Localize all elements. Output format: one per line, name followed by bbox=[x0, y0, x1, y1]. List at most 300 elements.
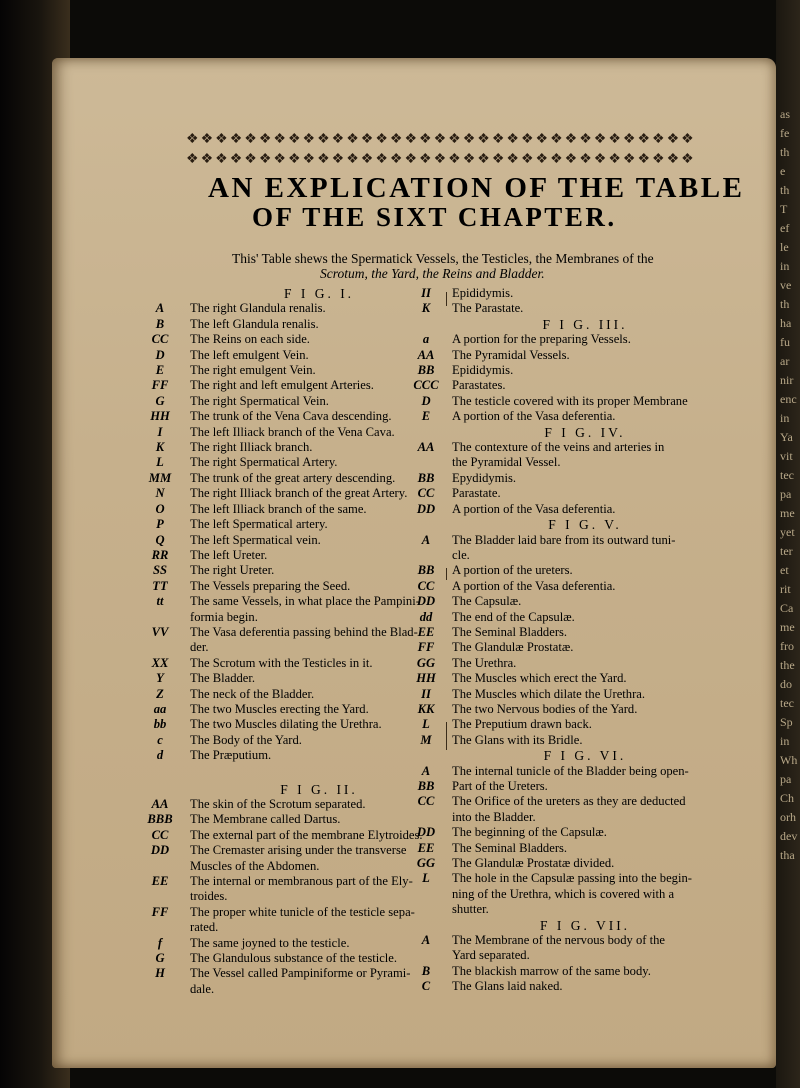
legend-entry bbox=[452, 887, 718, 902]
facing-page-fragment: in bbox=[780, 734, 790, 748]
legend-description: The Urethra. bbox=[452, 655, 517, 670]
fleuron-icon: ❖ bbox=[215, 132, 228, 147]
legend-entry bbox=[452, 548, 718, 563]
legend-letter-label: B bbox=[421, 963, 431, 978]
decorative-fleuron-band bbox=[186, 132, 696, 168]
fleuron-icon: ❖ bbox=[331, 132, 345, 147]
legend-letter-label: FF bbox=[151, 378, 169, 393]
legend-letter-label: HH bbox=[150, 409, 170, 424]
facing-page-fragment: me bbox=[780, 620, 795, 634]
facing-page-fragment: yet bbox=[780, 525, 795, 539]
fleuron-icon bbox=[681, 152, 694, 168]
legend-entry bbox=[452, 810, 718, 825]
fleuron-icon: ❖ bbox=[550, 152, 563, 167]
fleuron-icon: ❖ bbox=[681, 132, 694, 147]
legend-letter-label: tt bbox=[156, 594, 164, 609]
legend-description: The testicle covered with its proper Membrane bbox=[452, 393, 688, 408]
legend-letter-label: C bbox=[421, 979, 431, 994]
legend-description: rated. bbox=[190, 920, 219, 935]
legend-letter-label: Z bbox=[156, 686, 164, 701]
legend-letter-label: G bbox=[155, 393, 165, 408]
legend-description: der. bbox=[190, 640, 209, 655]
legend-description: The Muscles which erect the Yard. bbox=[452, 671, 627, 686]
facing-page-fragment: Ya bbox=[780, 430, 793, 444]
legend-letter-label: BB bbox=[417, 363, 435, 378]
figure-heading: F I G. I. bbox=[283, 286, 355, 301]
legend-letter-label: EE bbox=[151, 874, 169, 889]
legend-entry bbox=[151, 904, 448, 920]
legend-entry bbox=[417, 440, 718, 455]
legend-entry bbox=[417, 624, 718, 640]
fleuron-icon: ❖ bbox=[666, 132, 680, 147]
fleuron-icon: ❖ bbox=[200, 152, 214, 167]
facing-page-fragment: nir bbox=[780, 373, 794, 387]
legend-entry bbox=[421, 686, 718, 702]
legend-letter-label: DD bbox=[416, 594, 436, 609]
legend-description: into the Bladder. bbox=[452, 809, 536, 824]
legend-description: formia begin. bbox=[190, 609, 258, 624]
fleuron-icon: ❖ bbox=[637, 132, 650, 147]
fleuron-icon: ❖ bbox=[287, 132, 301, 147]
legend-entry bbox=[421, 763, 718, 779]
legend-letter-label: DD bbox=[416, 501, 436, 516]
legend-description: The Membrane called Dartus. bbox=[190, 812, 341, 827]
legend-letter-label: M bbox=[420, 732, 432, 747]
legend-description: The Bladder laid bare from its outward tuni- bbox=[452, 532, 676, 547]
legend-letter-label: BB bbox=[417, 779, 435, 793]
legend-description: The right Glandula renalis. bbox=[190, 301, 326, 316]
legend-letter-label: bb bbox=[153, 717, 167, 732]
legend-letter-label: FF bbox=[151, 904, 169, 919]
legend-entry bbox=[421, 933, 718, 948]
legend-description: The Membrane of the nervous body of the bbox=[452, 933, 665, 948]
fleuron-icon: ❖ bbox=[186, 152, 199, 167]
legend-letter-label: I bbox=[157, 424, 163, 439]
fleuron-icon: ❖ bbox=[462, 152, 476, 167]
fleuron-icon: ❖ bbox=[520, 132, 534, 147]
figure-heading: F I G. III. bbox=[542, 316, 628, 332]
fleuron-icon: ❖ bbox=[622, 152, 636, 167]
legend-description: troides. bbox=[190, 889, 228, 904]
right-column bbox=[413, 286, 718, 995]
fleuron-icon: ❖ bbox=[637, 152, 650, 167]
fleuron-icon: ❖ bbox=[360, 152, 374, 167]
legend-description: The trunk of the great artery descending. bbox=[190, 470, 396, 485]
legend-description: The end of the Capsulæ. bbox=[452, 609, 575, 624]
legend-entry bbox=[156, 748, 448, 763]
legend-entry bbox=[420, 732, 718, 748]
legend-description: The left Spermatical artery. bbox=[190, 517, 328, 532]
legend-description: The Glans laid naked. bbox=[452, 979, 563, 994]
legend-entry bbox=[417, 363, 718, 378]
legend-entry bbox=[417, 486, 718, 501]
legend-description: The Preputium drawn back. bbox=[452, 717, 592, 732]
figure-heading: F I G. VII. bbox=[539, 917, 631, 933]
facing-page-fragment: rit bbox=[780, 582, 791, 596]
fleuron-icon bbox=[667, 132, 680, 148]
legend-letter-label: B bbox=[155, 316, 165, 331]
fleuron-icon: ❖ bbox=[579, 152, 592, 167]
legend-entry bbox=[421, 979, 718, 994]
legend-description: The internal or membranous part of the Ely- bbox=[190, 874, 413, 889]
fleuron-icon: ❖ bbox=[317, 132, 330, 147]
fleuron-icon: ❖ bbox=[331, 152, 345, 167]
figure-heading: F I G. VI. bbox=[543, 748, 627, 764]
legend-description: The Glandulous substance of the testicle. bbox=[190, 951, 398, 966]
facing-page-fragment: the bbox=[780, 658, 795, 672]
legend-letter-label: aa bbox=[153, 701, 167, 716]
fleuron-icon: ❖ bbox=[535, 152, 549, 167]
legend-letter-label: c bbox=[157, 732, 163, 747]
fleuron-icon: ❖ bbox=[433, 152, 447, 167]
fleuron-icon: ❖ bbox=[491, 132, 505, 147]
legend-description: The Glandulæ Prostatæ. bbox=[452, 640, 574, 655]
legend-description: The Glandulæ Prostatæ divided. bbox=[452, 856, 615, 871]
legend-description: Epydidymis. bbox=[452, 470, 517, 485]
legend-letter-label: CC bbox=[417, 578, 435, 593]
legend-entry bbox=[417, 840, 718, 856]
fleuron-icon: ❖ bbox=[317, 152, 330, 167]
fleuron-icon: ❖ bbox=[608, 132, 621, 147]
fleuron-icon: ❖ bbox=[681, 152, 694, 167]
facing-page-fragment: fro bbox=[780, 639, 794, 653]
legend-entry bbox=[416, 594, 718, 609]
column-divider bbox=[446, 722, 447, 750]
facing-page-fragment: th bbox=[780, 145, 790, 159]
legend-description: Parastates. bbox=[452, 378, 506, 393]
legend-letter-label: K bbox=[155, 440, 165, 455]
fleuron-icon: ❖ bbox=[535, 132, 549, 147]
fleuron-icon: ❖ bbox=[622, 132, 636, 147]
legend-description: The Capsulæ. bbox=[452, 594, 522, 609]
legend-letter-label: SS bbox=[152, 563, 167, 578]
fleuron-icon: ❖ bbox=[564, 132, 578, 147]
legend-description: cle. bbox=[452, 547, 470, 562]
legend-entry bbox=[413, 378, 718, 393]
legend-entry bbox=[416, 856, 718, 871]
legend-description: Yard separated. bbox=[452, 948, 530, 963]
legend-description: The right emulgent Vein. bbox=[190, 363, 316, 378]
legend-description: shutter. bbox=[452, 902, 489, 917]
facing-page-fragment: as bbox=[780, 107, 790, 121]
fleuron-icon: ❖ bbox=[506, 132, 519, 147]
legend-letter-label: GG bbox=[416, 856, 436, 871]
legend-letter-label: DD bbox=[150, 843, 170, 858]
legend-description: Muscles of the Abdomen. bbox=[190, 858, 320, 873]
legend-letter-label: MM bbox=[148, 470, 172, 485]
legend-description: The left Ureter. bbox=[190, 547, 268, 562]
legend-letter-label: XX bbox=[151, 655, 169, 670]
legend-description: The Vessels preparing the Seed. bbox=[190, 578, 351, 593]
legend-letter-label: H bbox=[155, 966, 165, 981]
fleuron-icon: ❖ bbox=[564, 152, 578, 167]
legend-description: The Bladder. bbox=[190, 671, 256, 686]
fleuron-icon: ❖ bbox=[477, 132, 490, 147]
legend-entry bbox=[417, 347, 718, 363]
legend-description: The left Glandula renalis. bbox=[190, 316, 319, 331]
fleuron-icon: ❖ bbox=[593, 132, 607, 147]
legend-description: The same joyned to the testicle. bbox=[190, 935, 350, 950]
fleuron-icon: ❖ bbox=[652, 152, 665, 167]
legend-entry bbox=[417, 794, 718, 809]
fleuron-icon: ❖ bbox=[302, 132, 316, 147]
legend-description: The external part of the membrane Elytroides. bbox=[190, 827, 423, 842]
fleuron-icon: ❖ bbox=[404, 152, 417, 167]
fleuron-icon: ❖ bbox=[244, 152, 257, 167]
facing-page-fragment: ef bbox=[780, 221, 790, 235]
fleuron-icon: ❖ bbox=[287, 152, 301, 167]
facing-page-fragment: e bbox=[780, 164, 786, 178]
fleuron-icon: ❖ bbox=[419, 152, 432, 167]
fleuron-icon: ❖ bbox=[375, 132, 388, 147]
facing-page-fragment: ve bbox=[780, 278, 792, 292]
legend-letter-label: II bbox=[421, 286, 431, 300]
legend-entry bbox=[417, 578, 718, 594]
legend-description: The left Spermatical vein. bbox=[190, 532, 321, 547]
legend-description: The Pyramidal Vessels. bbox=[452, 347, 570, 362]
legend-description: The Body of the Yard. bbox=[190, 732, 302, 747]
legend-letter-label: VV bbox=[151, 624, 169, 639]
legend-letter-label: K bbox=[421, 301, 431, 316]
intro-line-1: This' Table shews the Spermatick Vessels, the Testicles, the Membranes of the bbox=[232, 251, 654, 266]
fleuron-icon: ❖ bbox=[215, 152, 228, 167]
fleuron-icon: ❖ bbox=[652, 132, 665, 147]
legend-description: The Muscles which dilate the Urethra. bbox=[452, 686, 646, 701]
fleuron-icon: ❖ bbox=[346, 152, 359, 167]
page-title-line-1: AN EXPLICATION OF THE TABLE bbox=[208, 172, 745, 204]
legend-entry bbox=[421, 301, 718, 316]
legend-entry bbox=[452, 902, 718, 917]
legend-description: The beginning of the Capsulæ. bbox=[452, 825, 607, 840]
legend-description: The Parastate. bbox=[452, 301, 524, 316]
legend-description: The two Muscles erecting the Yard. bbox=[190, 701, 369, 716]
legend-description: Epididymis. bbox=[452, 286, 514, 300]
fleuron-icon: ❖ bbox=[375, 152, 388, 167]
facing-page-fragment: Ca bbox=[780, 601, 794, 615]
legend-letter-label: G bbox=[155, 951, 165, 966]
legend-description: The left emulgent Vein. bbox=[190, 347, 309, 362]
legend-letter-label: E bbox=[421, 409, 431, 424]
legend-entry bbox=[155, 316, 448, 332]
legend-letter-label: EE bbox=[417, 840, 435, 855]
legend-description: The right Illiack branch of the great Artery. bbox=[190, 486, 408, 501]
legend-entry bbox=[416, 501, 718, 517]
legend-description: The Reins on each side. bbox=[190, 332, 310, 347]
legend-entry bbox=[422, 871, 718, 886]
legend-letter-label: D bbox=[155, 347, 165, 362]
facing-page-fragment: enc bbox=[780, 392, 797, 406]
fleuron-icon: ❖ bbox=[389, 132, 403, 147]
legend-entry bbox=[452, 948, 718, 963]
facing-page-fragment: ter bbox=[780, 544, 793, 558]
fleuron-icon: ❖ bbox=[448, 132, 461, 147]
fleuron-icon: ❖ bbox=[389, 152, 403, 167]
fleuron-icon: ❖ bbox=[258, 132, 272, 147]
legend-description: The Vasa deferentia passing behind the Blad- bbox=[190, 624, 418, 639]
legend-description: The internal tunicle of the Bladder being open- bbox=[452, 763, 689, 778]
legend-entry bbox=[421, 286, 718, 301]
legend-letter-label: CC bbox=[151, 332, 169, 347]
legend-description: A portion of the Vasa deferentia. bbox=[452, 501, 616, 516]
legend-description: A portion for the preparing Vessels. bbox=[452, 332, 631, 347]
legend-letter-label: BB bbox=[417, 470, 435, 485]
legend-description: The Seminal Bladders. bbox=[452, 624, 568, 639]
legend-letter-label: BBB bbox=[147, 812, 173, 827]
legend-description: The skin of the Scrotum separated. bbox=[190, 797, 366, 811]
legend-letter-label: L bbox=[156, 455, 164, 470]
legend-description: The Præputium. bbox=[190, 748, 272, 763]
column-divider bbox=[446, 292, 447, 306]
fleuron-icon: ❖ bbox=[666, 152, 680, 167]
legend-entry bbox=[422, 332, 718, 347]
legend-letter-label: TT bbox=[152, 578, 168, 593]
facing-page-fragment: Ch bbox=[780, 791, 795, 805]
fleuron-icon: ❖ bbox=[229, 152, 243, 167]
figure-heading: F I G. II. bbox=[280, 781, 358, 797]
legend-entry bbox=[421, 963, 718, 979]
legend-description: A portion of the ureters. bbox=[452, 563, 573, 578]
legend-description: The Seminal Bladders. bbox=[452, 840, 568, 855]
facing-page-fragment: in bbox=[780, 259, 790, 273]
legend-entry bbox=[421, 532, 718, 548]
fleuron-icon: ❖ bbox=[520, 152, 534, 167]
legend-entry bbox=[452, 455, 718, 470]
fleuron-icon: ❖ bbox=[302, 152, 316, 167]
legend-description: The trunk of the Vena Cava descending. bbox=[190, 409, 392, 424]
legend-entry bbox=[190, 889, 448, 904]
legend-entry bbox=[157, 424, 448, 440]
legend-letter-label: CC bbox=[417, 794, 435, 809]
legend-letter-label: CCC bbox=[413, 378, 439, 393]
legend-description: Parastate. bbox=[452, 486, 501, 501]
legend-description: The right Ureter. bbox=[190, 563, 275, 578]
facing-page-fragment: me bbox=[780, 506, 795, 520]
fleuron-icon: ❖ bbox=[593, 152, 607, 167]
legend-letter-label: O bbox=[155, 501, 165, 516]
fleuron-icon: ❖ bbox=[244, 132, 257, 147]
facing-page-fragment: dev bbox=[780, 829, 798, 843]
legend-description: The right Spermatical Artery. bbox=[190, 455, 338, 470]
legend-letter-label: AA bbox=[417, 440, 435, 455]
fleuron-icon: ❖ bbox=[273, 152, 286, 167]
facing-page-fragment: tec bbox=[780, 468, 794, 482]
fleuron-icon: ❖ bbox=[462, 132, 476, 147]
legend-letter-label: D bbox=[421, 393, 431, 408]
legend-description: The same Vessels, in what place the Pampini- bbox=[190, 594, 420, 609]
legend-description: The left Illiack branch of the Vena Cava. bbox=[190, 424, 395, 439]
legend-description: Part of the Ureters. bbox=[452, 779, 548, 793]
legend-letter-label: GG bbox=[416, 655, 436, 670]
fleuron-icon: ❖ bbox=[273, 132, 286, 147]
facing-page-fragment: pa bbox=[780, 487, 792, 501]
fleuron-icon: ❖ bbox=[448, 152, 461, 167]
legend-entry bbox=[417, 563, 718, 578]
facing-page-fragment: tec bbox=[780, 696, 794, 710]
legend-description: The left Illiack branch of the same. bbox=[190, 501, 367, 516]
facing-page-fragment: do bbox=[780, 677, 792, 691]
legend-entry bbox=[421, 393, 718, 409]
column-divider bbox=[446, 568, 447, 580]
legend-letter-label: AA bbox=[417, 347, 435, 362]
facing-page-fragment: ar bbox=[780, 354, 790, 368]
facing-page-fragment: orh bbox=[780, 810, 796, 824]
legend-letter-label: A bbox=[421, 532, 431, 547]
legend-letter-label: FF bbox=[417, 640, 435, 655]
legend-entry bbox=[421, 409, 718, 424]
legend-entry bbox=[151, 547, 448, 563]
legend-letter-label: Y bbox=[156, 671, 164, 686]
legend-entry bbox=[417, 470, 718, 486]
legend-description: A portion of the Vasa deferentia. bbox=[452, 409, 616, 424]
legend-letter-label: Q bbox=[155, 532, 165, 547]
facing-page-text-fragments bbox=[780, 105, 797, 865]
legend-description: Epididymis. bbox=[452, 363, 514, 378]
facing-page-fragment: Wh bbox=[780, 753, 798, 767]
fleuron-icon: ❖ bbox=[404, 132, 417, 147]
legend-letter-label: EE bbox=[417, 624, 435, 639]
fleuron-icon: ❖ bbox=[346, 132, 359, 147]
fleuron-icon: ❖ bbox=[579, 132, 592, 147]
legend-description: the Pyramidal Vessel. bbox=[452, 455, 561, 470]
legend-letter-label: RR bbox=[151, 547, 169, 562]
legend-letter-label: P bbox=[156, 517, 164, 532]
legend-letter-label: BB bbox=[417, 563, 435, 578]
fleuron-icon: ❖ bbox=[360, 132, 374, 147]
legend-description: The two Muscles dilating the Urethra. bbox=[190, 717, 382, 732]
legend-description: The contexture of the veins and arteries in bbox=[452, 440, 665, 455]
fleuron-icon: ❖ bbox=[491, 152, 505, 167]
facing-page-fragment: th bbox=[780, 297, 790, 311]
legend-description: The Cremaster arising under the transverse bbox=[190, 843, 407, 858]
legend-entry bbox=[416, 825, 718, 840]
fleuron-icon: ❖ bbox=[608, 152, 621, 167]
fleuron-icon: ❖ bbox=[477, 152, 490, 167]
legend-description: The Orifice of the ureters as they are deducted bbox=[452, 794, 686, 809]
intro-line-2: Scrotum, the Yard, the Reins and Bladder. bbox=[320, 266, 545, 281]
legend-description: The proper white tunicle of the testicle sepa- bbox=[190, 904, 415, 919]
legend-description: The hole in the Capsulæ passing into the begin- bbox=[452, 871, 692, 886]
figure-heading: F I G. IV. bbox=[544, 424, 626, 440]
legend-letter-label: dd bbox=[419, 609, 433, 624]
legend-letter-label: L bbox=[422, 717, 430, 732]
legend-letter-label: II bbox=[421, 686, 431, 701]
facing-page-fragment: pa bbox=[780, 772, 792, 786]
legend-letter-label: KK bbox=[417, 701, 435, 716]
legend-entry bbox=[156, 455, 448, 470]
fleuron-icon: ❖ bbox=[550, 132, 563, 147]
legend-letter-label: AA bbox=[151, 797, 169, 811]
fleuron-icon: ❖ bbox=[258, 152, 272, 167]
legend-letter-label: CC bbox=[151, 827, 169, 842]
fleuron-icon: ❖ bbox=[229, 132, 243, 147]
fleuron-icon: ❖ bbox=[433, 132, 447, 147]
legend-description: The blackish marrow of the same body. bbox=[452, 963, 651, 978]
facing-page-fragment: ha bbox=[780, 316, 792, 330]
facing-page-fragment: T bbox=[780, 202, 788, 216]
facing-page-edge bbox=[776, 0, 800, 1088]
legend-letter-label: A bbox=[421, 933, 431, 948]
legend-entry bbox=[417, 701, 718, 717]
legend-letter-label: E bbox=[155, 363, 165, 378]
legend-description: dale. bbox=[190, 981, 215, 996]
facing-page-fragment: Sp bbox=[780, 715, 793, 729]
legend-entry bbox=[416, 655, 718, 671]
legend-entry bbox=[156, 517, 448, 532]
legend-description: The Scrotum with the Testicles in it. bbox=[190, 655, 373, 670]
facing-page-fragment: fe bbox=[780, 126, 790, 140]
legend-description: The neck of the Bladder. bbox=[190, 686, 315, 701]
fleuron-icon: ❖ bbox=[419, 132, 432, 147]
